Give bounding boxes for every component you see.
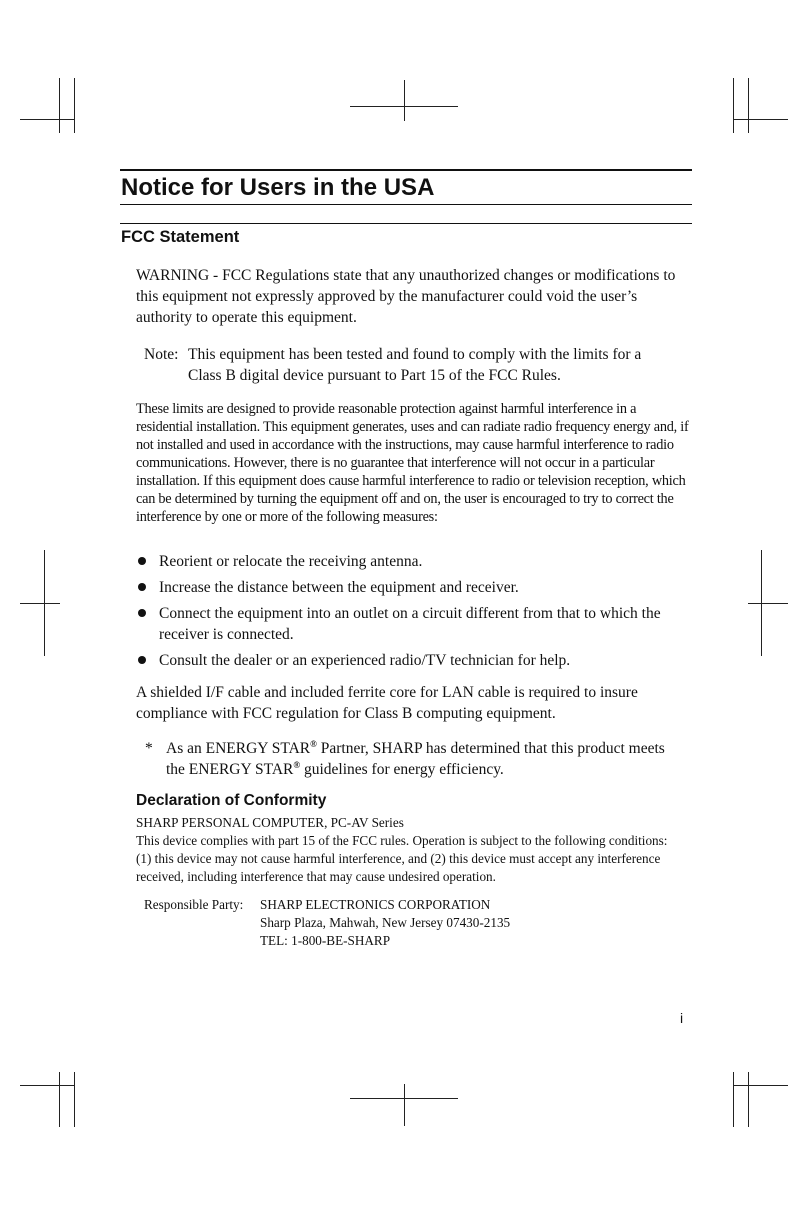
crop-mark-bottom-left-v1 bbox=[59, 1072, 60, 1127]
crop-mark-top-left-h bbox=[20, 119, 75, 120]
energy-star-asterisk: * bbox=[145, 740, 153, 757]
energy-star-text-1: As an ENERGY STAR bbox=[166, 740, 311, 757]
company-phone: TEL: 1-800-BE-SHARP bbox=[260, 933, 391, 948]
registered-mark: ® bbox=[293, 760, 301, 770]
crop-mark-mid-left-v bbox=[44, 550, 45, 656]
energy-star-note bbox=[166, 738, 686, 780]
crop-mark-top-center-v bbox=[404, 80, 405, 121]
crop-mark-top-left-v1 bbox=[59, 78, 60, 133]
bullet-icon bbox=[138, 557, 146, 565]
crop-mark-bottom-left-h bbox=[20, 1085, 75, 1086]
registered-mark: ® bbox=[310, 739, 317, 749]
crop-mark-top-left-v2 bbox=[74, 78, 75, 133]
crop-mark-mid-left-h bbox=[20, 603, 60, 604]
measure-text: Connect the equipment into an outlet on a circuit different from that to which the receiver is connected. bbox=[159, 605, 661, 643]
measure-text: Consult the dealer or an experienced radio/TV technician for help. bbox=[159, 652, 571, 669]
crop-mark-top-right-h bbox=[733, 119, 788, 120]
responsible-party-label: Responsible Party: bbox=[144, 897, 244, 912]
section-rule bbox=[120, 223, 692, 224]
responsible-party-details bbox=[260, 896, 510, 950]
company-name: SHARP ELECTRONICS CORPORATION bbox=[260, 897, 491, 912]
crop-mark-bottom-left-v2 bbox=[74, 1072, 75, 1127]
list-item bbox=[136, 551, 692, 572]
list-item bbox=[136, 577, 692, 598]
page-number: i bbox=[680, 1010, 684, 1026]
crop-mark-bottom-right-v1 bbox=[733, 1072, 734, 1127]
bullet-icon bbox=[138, 656, 146, 664]
note-text: This equipment has been tested and found to comply with the limits for a Class B digital device pursuant to Part 15 of the FCC Rules. bbox=[188, 346, 642, 384]
compliance-paragraph: This device complies with part 15 of the FCC rules. Operation is subject to the following conditions:(1) this device may not cause harmful interference, and (2) this device must accept any interference received, including interference that may cause undesired operation. bbox=[136, 833, 668, 884]
energy-star-text-3: guidelines for energy efficiency. bbox=[300, 761, 504, 778]
crop-mark-mid-right-v bbox=[761, 550, 762, 656]
list-item bbox=[136, 650, 692, 671]
page-title: Notice for Users in the USA bbox=[121, 174, 435, 201]
measure-text: Increase the distance between the equipment and receiver. bbox=[159, 579, 519, 596]
crop-mark-mid-right-h bbox=[748, 603, 788, 604]
fcc-statement-heading: FCC Statement bbox=[121, 228, 240, 246]
crop-mark-bottom-center-v bbox=[404, 1084, 405, 1126]
crop-mark-top-right-v1 bbox=[733, 78, 734, 133]
bullet-icon bbox=[138, 609, 146, 617]
bullet-icon bbox=[138, 583, 146, 591]
title-top-rule bbox=[120, 169, 692, 171]
fcc-warning-paragraph: WARNING - FCC Regulations state that any unauthorized changes or modifications to this equipment not expressly approved by the manufacturer could void the user’s authority to operate this equipment. bbox=[136, 267, 676, 326]
crop-mark-top-right-v2 bbox=[748, 78, 749, 133]
declaration-heading: Declaration of Conformity bbox=[136, 792, 327, 809]
title-bottom-rule bbox=[120, 204, 692, 205]
limits-paragraph: These limits are designed to provide reasonable protection against harmful interference in a residential installation. This equipment generates, uses and can radiate radio frequency energy and, if not installed and used in accordance with the instructions, may cause harmful interference to radio communications. However, there is no guarantee that interference will not occur in a particular installation. If this equipment does cause harmful interference to radio or television reception, which can be determined by turning the equipment off and on, the user is encouraged to try to correct the interference by one or more of the following measures: bbox=[136, 401, 689, 525]
cable-paragraph: A shielded I/F cable and included ferrite core for LAN cable is required to insure compliance with FCC regulation for Class B computing equipment. bbox=[136, 684, 638, 722]
measure-text: Reorient or relocate the receiving antenna. bbox=[159, 553, 423, 570]
list-item bbox=[136, 603, 692, 645]
crop-mark-bottom-right-v2 bbox=[748, 1072, 749, 1127]
energy-star-text-2: Partner, SHARP has determined that this product meets the ENERGY STAR bbox=[166, 740, 665, 778]
note-label: Note: bbox=[144, 346, 179, 363]
product-line: SHARP PERSONAL COMPUTER, PC-AV Series bbox=[136, 815, 404, 830]
company-address: Sharp Plaza, Mahwah, New Jersey 07430-2135 bbox=[260, 915, 511, 930]
measures-list bbox=[136, 551, 692, 671]
crop-mark-bottom-right-h bbox=[733, 1085, 788, 1086]
